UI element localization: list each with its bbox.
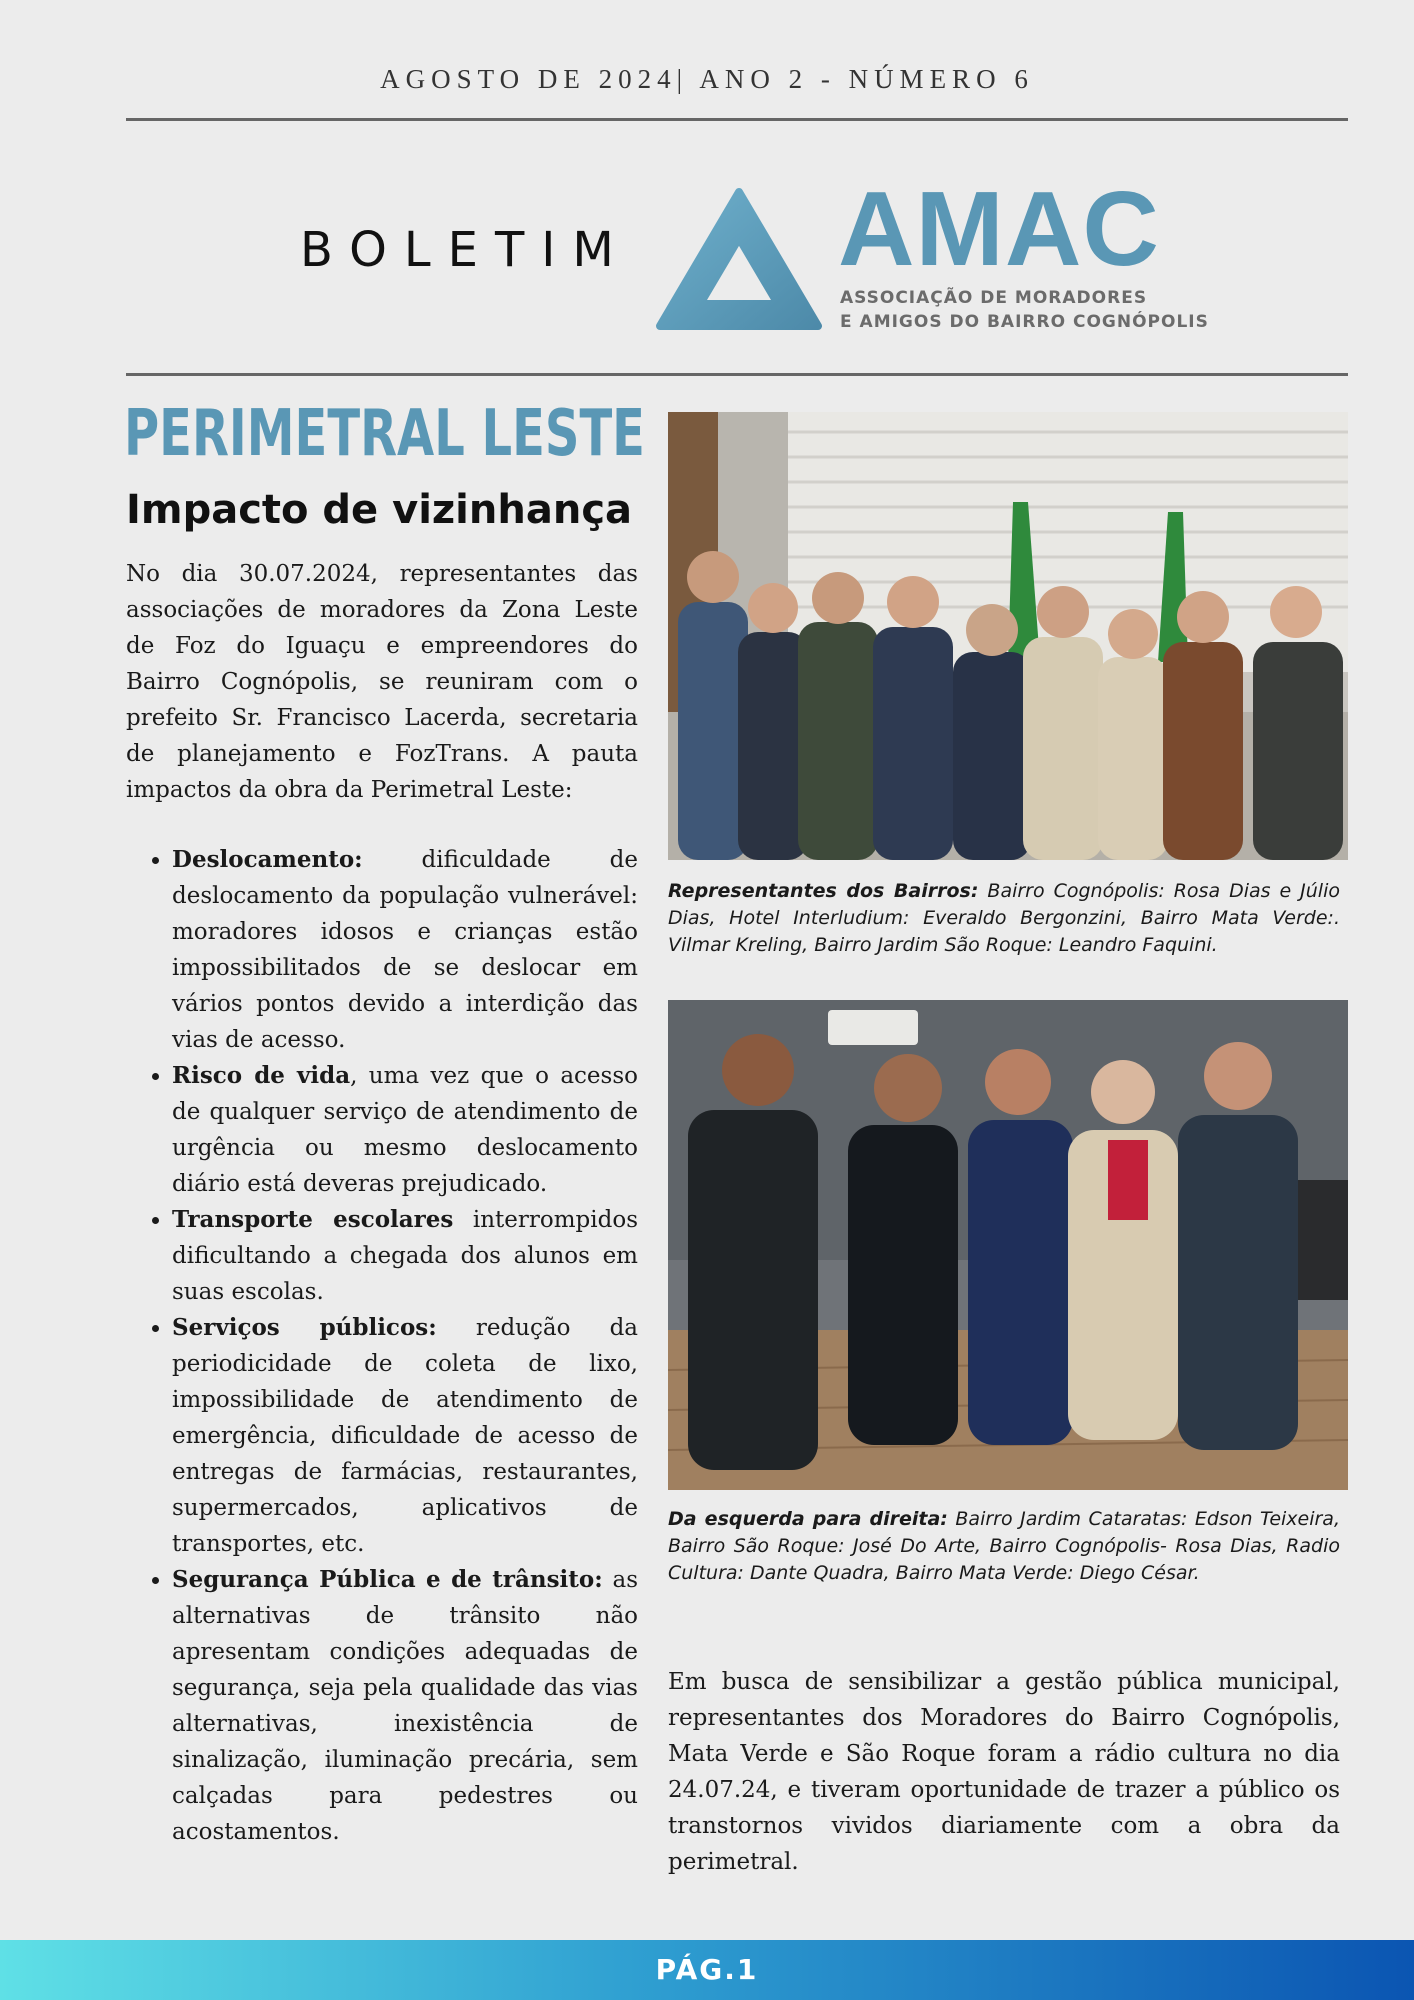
logo-wordmark: AMAC — [838, 170, 1160, 288]
article-title: PERIMETRAL LESTE — [124, 397, 645, 471]
list-item-term: Segurança Pública e de trânsito: — [172, 1566, 603, 1593]
top-divider — [126, 118, 1348, 121]
caption-text: Bairro Jardim Cataratas: Edson Teixeira, Bairro São Roque: José Do Arte, Bairro Cognópolis- Rosa Dias, Radio Cultura: Dante Quadra, Bairro Mata Verde: Diego César. — [668, 1508, 1340, 1584]
list-item-text: as alternativas de trânsito não apresentam condições adequadas de segurança, seja pela qualidade das vias alternativas, inexistência de sinalização, iluminação precária, sem calçadas para pedestres ou acostamentos. — [172, 1567, 638, 1845]
meeting-photo-caption — [668, 878, 1340, 959]
header-divider — [126, 373, 1348, 376]
impact-list — [126, 842, 638, 1850]
page-footer — [0, 1940, 1414, 2000]
list-item-term: Risco de vida — [172, 1062, 351, 1089]
list-item — [172, 1058, 638, 1202]
list-item — [172, 1562, 638, 1850]
list-item-term: Serviços públicos: — [172, 1314, 437, 1341]
meeting-photo — [668, 412, 1348, 860]
list-item-text: , uma vez que o acesso de qualquer serviço de atendimento de urgência ou mesmo deslocamento diário está deveras prejudicado. — [172, 1063, 638, 1197]
list-item-text: redução da periodicidade de coleta de lixo, impossibilidade de atendimento de emergência, dificuldade de acesso de entregas de farmácias, restaurantes, supermercados, aplicativos de transportes, etc. — [172, 1315, 638, 1557]
list-item-text: interrompidos dificultando a chegada dos alunos em suas escolas. — [172, 1207, 638, 1305]
radio-photo-caption — [668, 1506, 1340, 1587]
list-item-term: Deslocamento: — [172, 846, 363, 873]
list-item — [172, 842, 638, 1058]
caption-text: Bairro Cognópolis: Rosa Dias e Júlio Dias, Hotel Interludium: Everaldo Bergonzini, Bairro Mata Verde:. Vilmar Kreling, Bairro Jardim São Roque: Leandro Faquini. — [668, 880, 1340, 956]
list-item-text: dificuldade de deslocamento da população vulnerável: moradores idosos e crianças estão impossibilitados de se deslocar em vários pontos devido a interdição das vias de acesso. — [172, 847, 638, 1053]
list-item-term: Transporte escolares — [172, 1206, 454, 1233]
list-item — [172, 1310, 638, 1562]
article-subtitle: Impacto de vizinhança — [126, 487, 633, 533]
article-intro: No dia 30.07.2024, representantes das associações de moradores da Zona Leste de Foz do Iguaçu e empreendores do Bairro Cognópolis, se reuniram com o prefeito Sr. Francisco Lacerda, secretaria de planejamento e FozTrans. A pauta impactos da obra da Perimetral Leste: — [126, 561, 638, 803]
logo-subtitle-line2: E AMIGOS DO BAIRRO COGNÓPOLIS — [840, 312, 1209, 332]
logo-subtitle-line1: ASSOCIAÇÃO DE MORADORES — [840, 288, 1148, 308]
triangle-logo-icon — [654, 186, 824, 336]
list-item — [172, 1202, 638, 1310]
boletim-label: BOLETIM — [300, 222, 631, 278]
page-number: PÁG.1 — [655, 1953, 759, 1986]
caption-lead: Da esquerda para direita: — [668, 1508, 948, 1530]
issue-line: AGOSTO DE 2024| ANO 2 - NÚMERO 6 — [380, 64, 1034, 94]
radio-studio-photo — [668, 1000, 1348, 1490]
closing-paragraph: Em busca de sensibilizar a gestão pública municipal, representantes dos Moradores do Bairro Cognópolis, Mata Verde e São Roque foram a rádio cultura no dia 24.07.24, e tiveram oportunidade de trazer a público os transtornos vividos diariamente com a obra da perimetral. — [668, 1669, 1340, 1875]
amac-logo — [654, 170, 1224, 336]
caption-lead: Representantes dos Bairros: — [668, 880, 979, 902]
